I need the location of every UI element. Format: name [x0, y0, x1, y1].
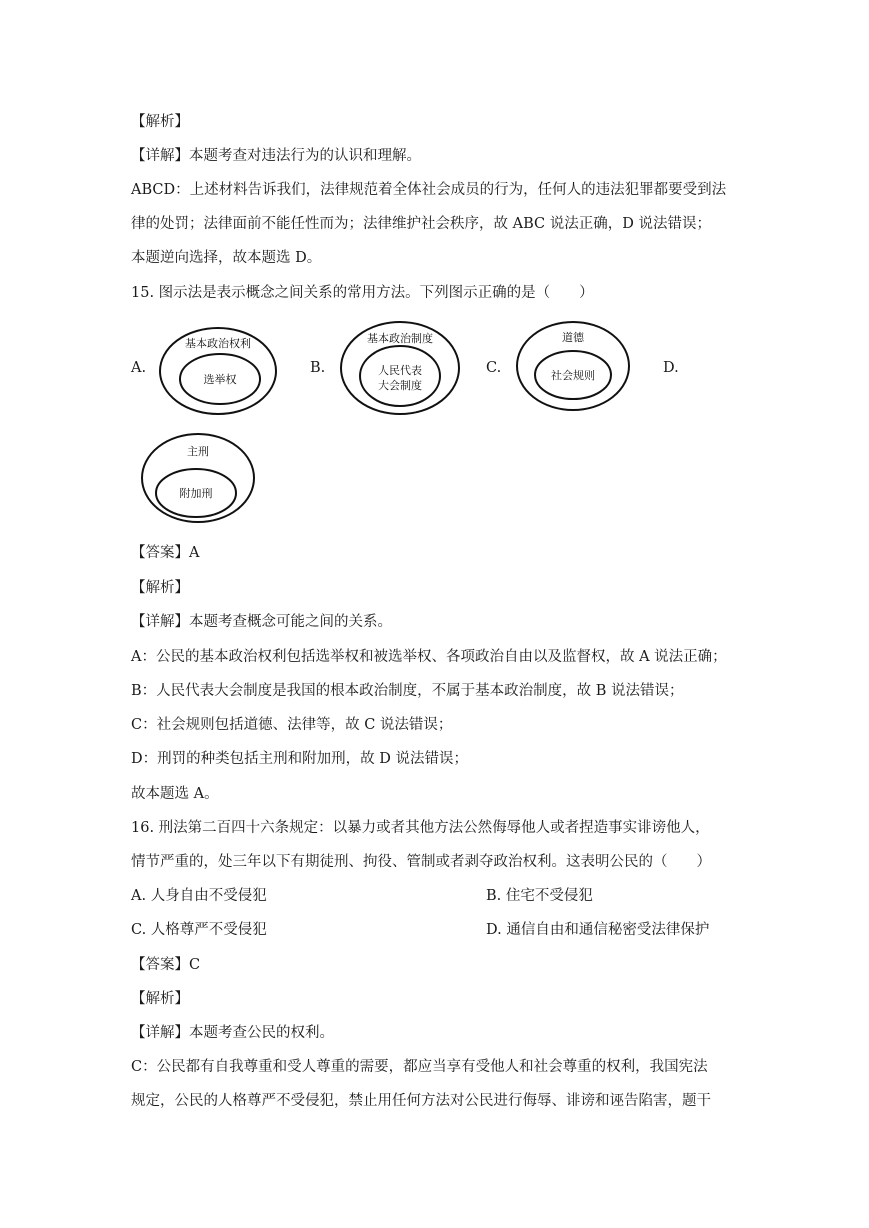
option-c-diagram [515, 320, 631, 412]
option-a-diagram [158, 326, 278, 416]
option-b-diagram [339, 320, 461, 416]
detail-line: 【详解】本题考查对违法行为的认识和理解。 [131, 148, 421, 164]
question-15-stem: 15. 图示法是表示概念之间关系的常用方法。下列图示正确的是（ ） [131, 285, 594, 301]
outer-label: 主刑 [187, 445, 209, 458]
analysis-heading: 【解析】 [131, 991, 189, 1007]
analysis-heading: 【解析】 [131, 114, 189, 130]
inner-label: 选举权 [203, 373, 237, 386]
conclusion-line: 故本题选 A。 [131, 786, 219, 802]
explanation-line: A：公民的基本政治权利包括选举权和被选举权、各项政治自由以及监督权，故 A 说法正确； [131, 649, 727, 665]
detail-line: 【详解】本题考查概念可能之间的关系。 [131, 614, 392, 630]
option-d-letter: D. [663, 360, 679, 376]
explanation-line: C：公民都有自我尊重和受人尊重的需要，都应当享有受他人和社会尊重的权利，我国宪法 [131, 1059, 708, 1075]
answer-line: 【答案】A [131, 545, 200, 561]
explanation-line: C：社会规则包括道德、法律等，故 C 说法错误； [131, 717, 453, 733]
question-16-stem: 16. 刑法第二百四十六条规定：以暴力或者其他方法公然侮辱他人或者捏造事实诽谤他人， [131, 820, 710, 836]
option-d: D. 通信自由和通信秘密受法律保护 [486, 922, 710, 938]
explanation-line: ABCD：上述材料告诉我们，法律规范着全体社会成员的行为，任何人的违法犯罪都要受到法 [131, 182, 727, 198]
question-16-stem: 情节严重的，处三年以下有期徒刑、拘役、管制或者剥夺政治权利。这表明公民的（ ） [131, 854, 711, 870]
option-a-letter: A. [131, 360, 147, 376]
explanation-line: 律的处罚；法律面前不能任性而为；法律维护社会秩序，故 ABC 说法正确，D 说法错误； [131, 216, 711, 232]
option-d-diagram [140, 432, 256, 524]
outer-label: 基本政治权利 [185, 337, 251, 350]
detail-line: 【详解】本题考查公民的权利。 [131, 1025, 334, 1041]
explanation-line: B：人民代表大会制度是我国的根本政治制度，不属于基本政治制度，故 B 说法错误； [131, 683, 684, 699]
analysis-heading: 【解析】 [131, 580, 189, 596]
outer-label: 道德 [562, 331, 584, 344]
option-b-letter: B. [310, 360, 326, 376]
conclusion-line: 本题逆向选择，故本题选 D。 [131, 250, 322, 266]
option-c-letter: C. [486, 360, 502, 376]
explanation-line: 规定，公民的人格尊严不受侵犯，禁止用任何方法对公民进行侮辱、诽谤和诬告陷害，题干 [131, 1093, 711, 1109]
option-a: A. 人身自由不受侵犯 [131, 888, 267, 904]
inner-label-line1: 人民代表 [378, 364, 422, 377]
explanation-line: D：刑罚的种类包括主刑和附加刑，故 D 说法错误； [131, 751, 468, 767]
outer-label: 基本政治制度 [367, 332, 433, 345]
option-b: B. 住宅不受侵犯 [486, 888, 593, 904]
inner-label-line2: 大会制度 [378, 379, 422, 392]
answer-line: 【答案】C [131, 957, 201, 973]
inner-label: 附加刑 [179, 487, 213, 500]
inner-label: 社会规则 [551, 369, 595, 382]
option-c: C. 人格尊严不受侵犯 [131, 922, 267, 938]
